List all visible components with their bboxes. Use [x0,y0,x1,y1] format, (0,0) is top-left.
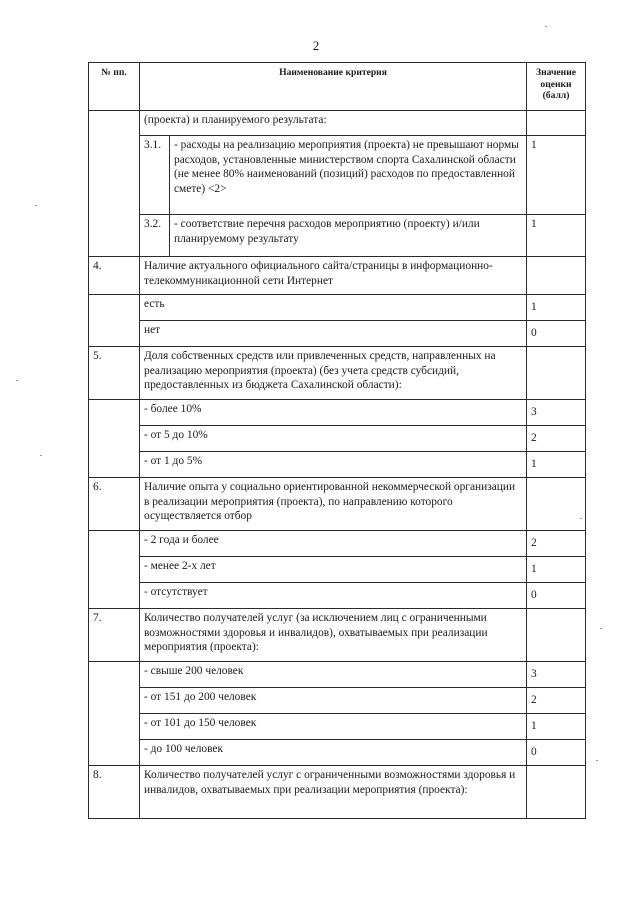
option-label: - от 5 до 10% [140,426,527,452]
option-row [89,740,586,766]
criterion-3-continuation-text: (проекта) и планируемого результата: [140,111,527,136]
criterion-score-cell [527,609,586,662]
criterion-row [89,347,586,400]
option-score: 1 [527,452,586,478]
criterion-number: 5. [89,347,140,400]
option-row [89,295,586,321]
option-score: 3 [527,400,586,426]
option-row [89,321,586,347]
criterion-3-number-cell [89,111,140,257]
page-number: 2 [312,38,320,53]
option-label: - от 151 до 200 человек [140,688,527,714]
option-label: - менее 2-х лет [140,557,527,583]
option-label: есть [140,295,527,321]
criterion-score-cell [527,347,586,400]
option-row [89,688,586,714]
sub-criterion-number: 3.1. [140,136,170,215]
option-score: 0 [527,321,586,347]
option-row [89,557,586,583]
criterion-row [89,478,586,531]
sub-criterion-row [89,215,586,257]
criterion-number: 4. [89,257,140,295]
table-header-row [89,63,586,111]
option-row [89,583,586,609]
header-number: № пп. [89,63,140,111]
option-label: - 2 года и более [140,531,527,557]
criterion-title: Наличие опыта у социально ориентированной некоммерческой организации в реализации мероприятия (проекта), по направлению которого осуществляется отбор [140,478,527,531]
sub-criterion-row [89,136,586,215]
criterion-title: Наличие актуального официального сайта/страницы в информационно-телекоммуникационной сети Интернет [140,257,527,295]
sub-criterion-score: 1 [527,136,586,215]
scan-speck [600,628,602,629]
criterion-title: Доля собственных средств или привлеченных средств, направленных на реализацию мероприятия (проекта) (без учета средств субсидий, предоставленных из бюджета Сахалинской области): [140,347,527,400]
header-score: Значение оценки (балл) [527,63,586,111]
option-label: - отсутствует [140,583,527,609]
criterion-title: Количество получателей услуг (за исключением лиц с ограниченными возможностями здоровья и инвалидов), охватываемых при реализации мероприятия (проекта): [140,609,527,662]
option-score: 0 [527,740,586,766]
scan-speck [545,26,547,27]
option-label: - более 10% [140,400,527,426]
sub-criterion-text: - соответствие перечня расходов мероприятию (проекту) и/или планируемому результату [170,215,527,257]
option-label: - от 1 до 5% [140,452,527,478]
option-row [89,426,586,452]
option-row [89,714,586,740]
option-score: 3 [527,662,586,688]
option-row [89,662,586,688]
option-label: - свыше 200 человек [140,662,527,688]
criterion-title: Количество получателей услуг с ограниченными возможностями здоровья и инвалидов, охватываемых при реализации мероприятия (проекта): [140,766,527,819]
option-row [89,531,586,557]
scan-speck [16,380,18,381]
criteria-table [88,62,586,819]
option-score: 2 [527,688,586,714]
criterion-number: 8. [89,766,140,819]
sub-criterion-score: 1 [527,215,586,257]
option-number-cell [89,531,140,609]
option-number-cell [89,400,140,478]
option-score: 2 [527,426,586,452]
criterion-3-score-cell [527,111,586,136]
sub-criterion-number: 3.2. [140,215,170,257]
criterion-row [89,609,586,662]
scan-speck [35,205,37,206]
criterion-number: 6. [89,478,140,531]
criterion-score-cell [527,257,586,295]
option-number-cell [89,662,140,766]
option-number-cell [89,295,140,347]
criterion-row [89,766,586,819]
criterion-row [89,257,586,295]
criterion-score-cell [527,478,586,531]
option-label: нет [140,321,527,347]
criterion-number: 7. [89,609,140,662]
option-score: 1 [527,714,586,740]
option-row [89,452,586,478]
scan-speck [596,760,598,761]
option-label: - от 101 до 150 человек [140,714,527,740]
option-label: - до 100 человек [140,740,527,766]
header-criterion-name: Наименование критерия [140,63,527,111]
sub-criterion-text: - расходы на реализацию мероприятия (проекта) не превышают нормы расходов, установленные министерством спорта Сахалинской области (не менее 80% наименований (позиций) расходов по предоставленной смете) <2> [170,136,527,215]
option-score: 1 [527,557,586,583]
option-score: 0 [527,583,586,609]
option-score: 2 [527,531,586,557]
scan-speck [40,455,42,456]
scan-speck [580,518,582,519]
criterion-3-continuation-row [89,111,586,136]
criterion-score-cell [527,766,586,819]
option-row [89,400,586,426]
option-score: 1 [527,295,586,321]
